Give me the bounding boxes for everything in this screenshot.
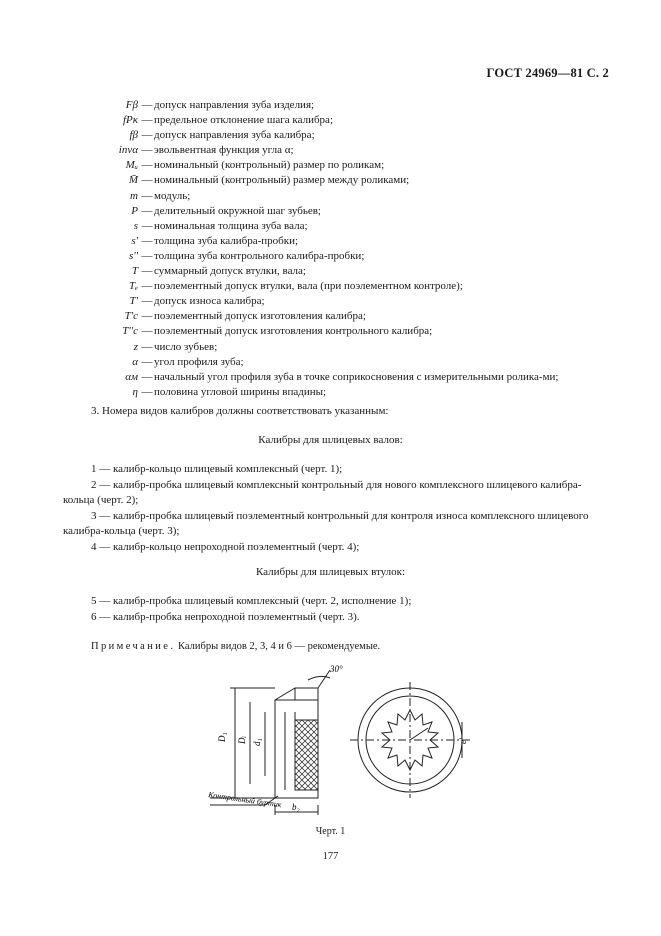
figure-caption: Черт. 1 [315,826,346,837]
definition-dash: — [141,114,153,127]
definition-text: поэлементный допуск втулки, вала (при поэлементном контроле); [154,280,463,293]
definition-row [80,158,620,173]
dim-b2-label: b₂ [292,802,300,812]
dim-e-label: e' [458,738,468,744]
note [91,641,380,652]
list-item: 1 — калибр-кольцо шлицевый комплексный (черт. 1); [91,463,343,475]
section-3-text: 3. Номера видов калибров должны соответствовать указанным: [91,405,389,417]
definition-symbol: invα [118,144,138,157]
definition-dash: — [141,204,153,217]
definition-text: делительный окружной шаг зубьев; [154,204,321,217]
bushing-gauge-list [63,594,599,625]
definition-row [80,324,620,339]
definition-text: допуск направления зуба калибра; [154,129,315,142]
definition-row [80,370,620,385]
definition-symbol: T' [129,295,138,308]
control-collar-label: Контрольный буртик [207,790,283,810]
list-item: 3 — калибр-пробка шлицевый поэлементный контрольный для контроля износа комплексного шлицевого калибра-кольца (черт. 3); [63,509,589,537]
definition-row [80,279,620,294]
definition-text: суммарный допуск втулки, вала; [154,265,306,278]
list-item: 2 — калибр-пробка шлицевый комплексный контрольный для нового комплексного шлицевого калибра-кольца (черт. 2); [63,478,582,506]
dim-d1-label: D₁ [217,732,227,742]
definition-symbol: αм [125,370,138,383]
definition-row [80,219,620,234]
definition-dash: — [141,295,153,308]
definition-dash: — [141,280,153,293]
page-number: 177 [322,851,339,862]
shafts-heading: Калибры для шлицевых валов: [258,434,403,446]
definition-dash: — [141,159,153,172]
dim-dd-label: d₁ [252,738,262,746]
definition-symbol: Fβ [125,99,138,111]
definition-row [80,234,620,249]
definition-symbol: T''c [122,325,138,338]
definition-row [80,249,620,264]
shaft-gauge-list [63,462,599,555]
drawing-1 [200,660,480,830]
definition-symbol: fPκ [122,114,138,127]
bushings-heading: Калибры для шлицевых втулок: [255,566,406,578]
definition-dash: — [141,340,153,353]
definition-row [80,309,620,324]
definition-text: допуск направления зуба изделия; [154,99,315,111]
definition-dash: — [141,355,153,368]
definition-text: угол профиля зуба; [154,355,244,368]
definition-dash: — [141,144,153,157]
definition-text: номинальный (контрольный) размер по роликам; [154,159,385,172]
definition-text: предельное отклонение шага калибра; [154,114,333,127]
definition-symbol: z [133,340,138,353]
definition-text: номинальный (контрольный) размер между роликами; [154,174,410,187]
definition-text: число зубьев; [154,340,218,353]
definition-text: половина угловой ширины впадины; [154,385,327,398]
definition-text: модуль; [154,189,191,202]
list-item: 6 — калибр-пробка непроходной поэлементный (черт. 3). [91,610,360,623]
definition-dash: — [141,325,153,338]
definition-dash: — [141,219,153,232]
definition-text: толщина зуба контрольного калибра-пробки; [154,249,365,262]
definition-symbol: T [131,265,138,278]
definition-dash: — [141,385,153,398]
definition-text: эвольвентная функция угла α; [154,144,294,157]
definition-text: поэлементный допуск изготовления калибра; [154,310,366,323]
definition-dash: — [141,174,153,187]
definition-symbol: Mᵤ [125,159,138,172]
note-text: Калибры видов 2, 3, 4 и 6 — рекомендуемые. [175,641,381,652]
definition-dash: — [141,265,153,278]
definition-dash: — [141,129,153,142]
definition-text: начальный угол профиля зуба в точке соприкосновения с измерительными ролика-ми; [154,370,559,383]
definition-dash: — [141,99,153,111]
definition-row [80,128,620,143]
definition-symbol: Tₑ [128,280,138,293]
definition-dash: — [141,189,153,202]
ring-front-view [350,682,470,798]
definition-symbol: fβ [129,129,138,142]
gauge-drawing [200,660,480,830]
definition-dash: — [141,310,153,323]
definition-symbol: s'' [129,249,138,262]
definition-symbol: η [132,385,138,398]
definition-row [80,173,620,188]
definition-row [80,340,620,355]
angle-label: 30° [330,664,343,674]
definition-dash: — [141,249,153,262]
document-header: ГОСТ 24969—81 С. 2 [486,66,609,80]
definition-text: допуск износа калибра; [154,295,265,308]
definition-symbol: T'c [124,310,138,323]
definition-row [80,113,620,128]
list-item: 5 — калибр-пробка шлицевый комплексный (черт. 2, исполнение 1); [91,595,412,607]
definition-symbol: P [131,204,138,217]
symbol-definitions [80,98,620,400]
definition-row [80,143,620,158]
definition-symbol: m [130,189,138,202]
definition-row [80,355,620,370]
definition-text: толщина зуба калибра-пробки; [154,234,299,247]
definition-symbol: M̄ [128,174,138,187]
definition-row [80,189,620,204]
definition-row [80,294,620,309]
definition-text: поэлементный допуск изготовления контрольного калибра; [154,325,433,338]
definition-row [80,204,620,219]
definition-row [80,385,620,400]
definition-dash: — [141,234,153,247]
definition-dash: — [141,370,153,383]
definition-symbol: α [132,355,138,368]
definition-symbol: s' [131,234,138,247]
definition-symbol: s [133,219,138,232]
list-item: 4 — калибр-кольцо непроходной поэлементный (черт. 4); [91,540,360,553]
definition-row [80,264,620,279]
note-label: Примечание. [91,641,176,652]
definition-text: номинальная толщина зуба вала; [154,219,308,232]
dim-df-label: Dᵢ [237,736,247,744]
definition-row [80,98,620,113]
